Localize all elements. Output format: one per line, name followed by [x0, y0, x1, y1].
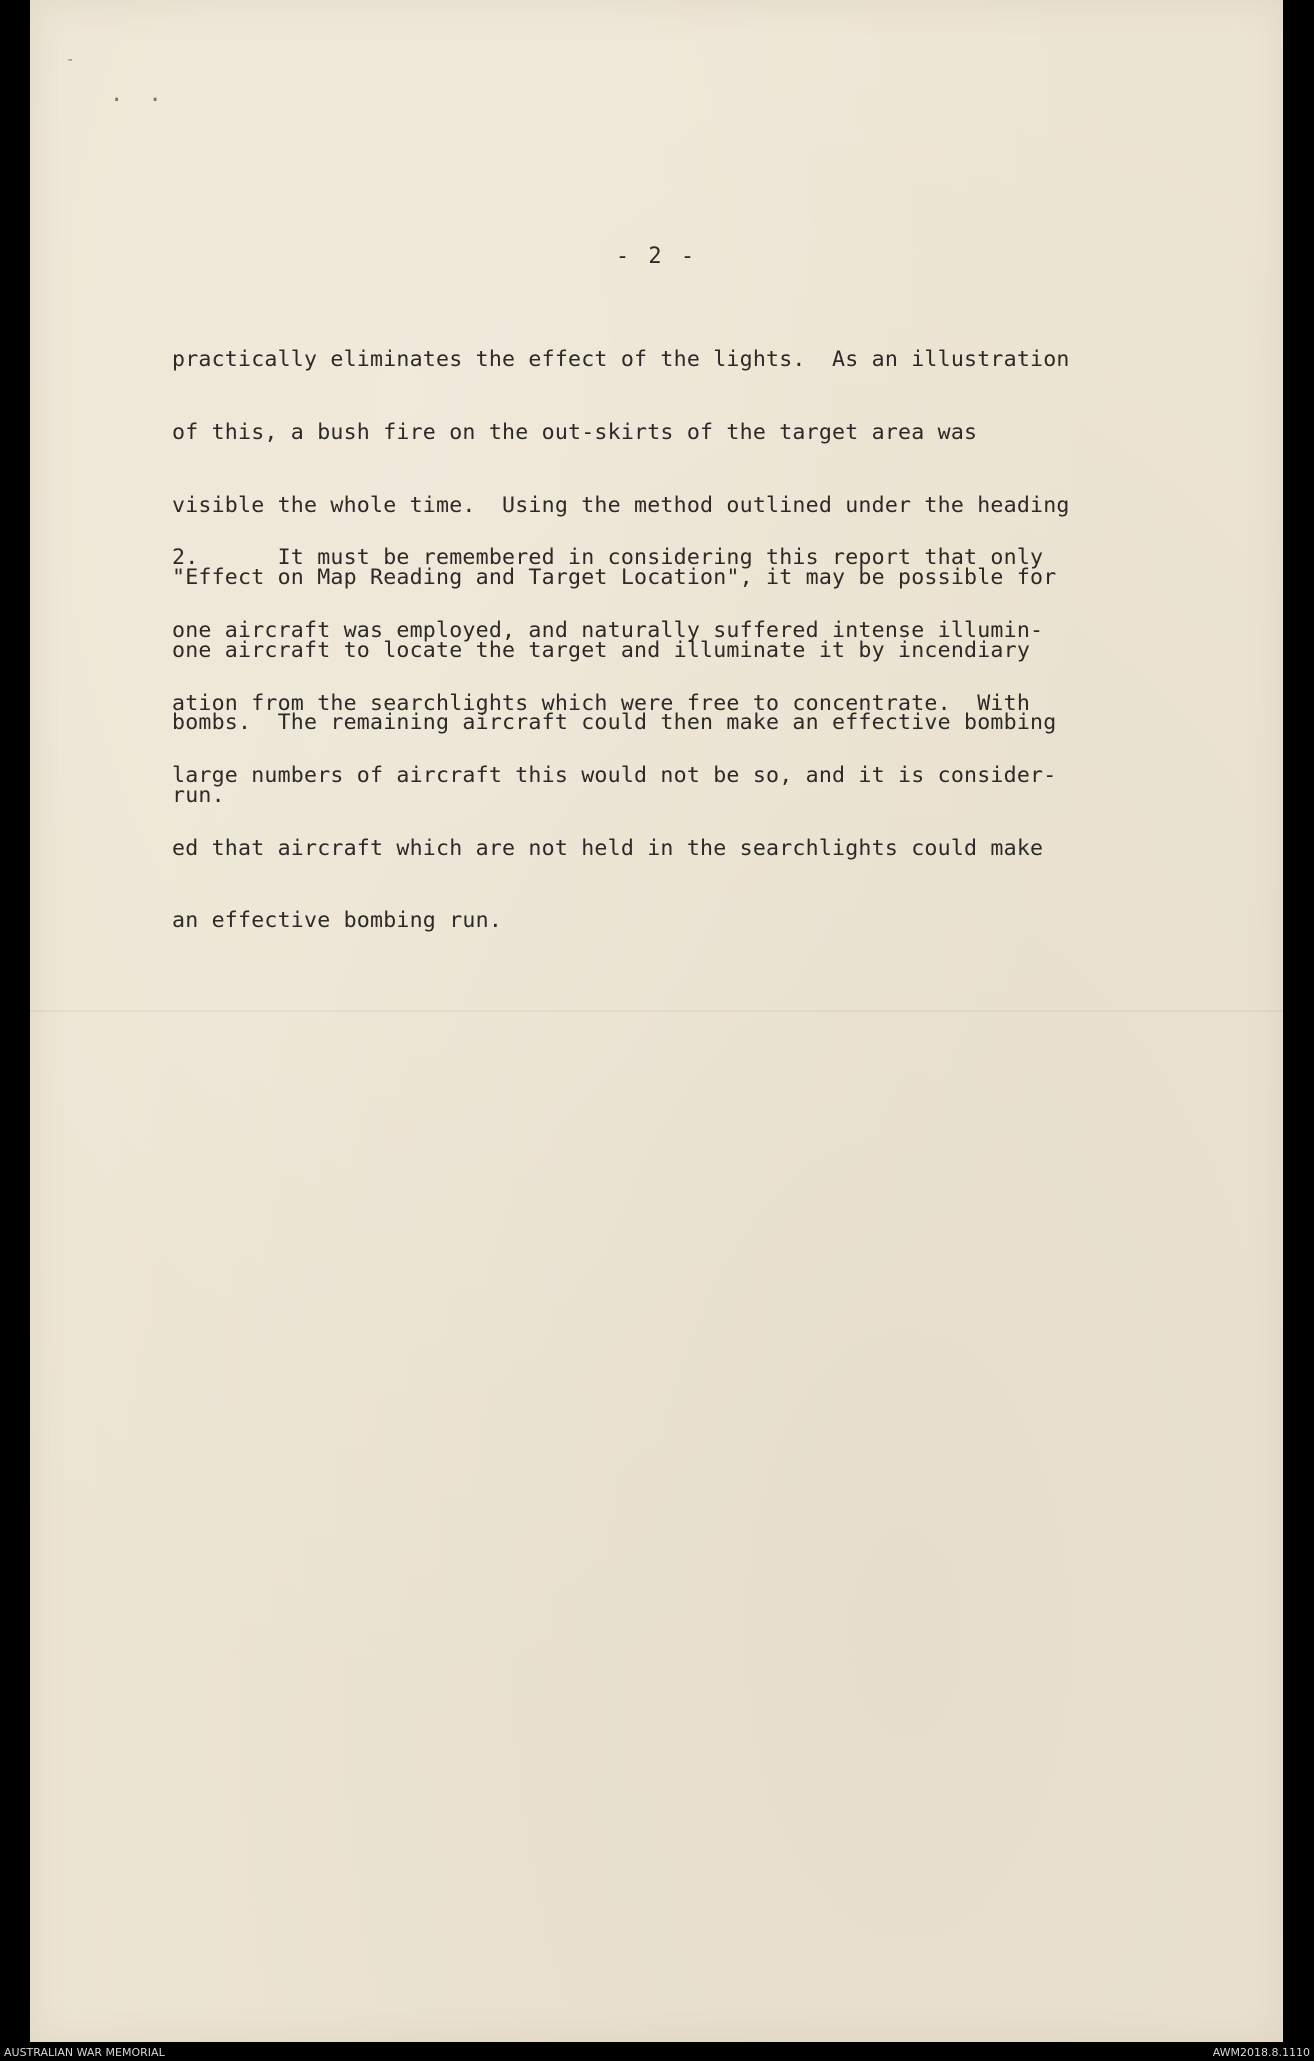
text-line: run.	[172, 783, 225, 809]
text-line: large numbers of aircraft this would not be so, and it is consider-	[172, 763, 1057, 789]
text-line: one aircraft was employed, and naturally suffered intense illumin-	[172, 618, 1044, 644]
document-page	[30, 0, 1283, 2042]
text-line: of this, a bush fire on the out-skirts of the target area was	[172, 420, 978, 446]
text-line: practically eliminates the effect of the lights. As an illustration	[172, 347, 1070, 373]
archive-footer	[0, 2044, 1314, 2061]
page-number: - 2 -	[615, 244, 698, 269]
text-line: 2. It must be remembered in considering this report that only	[172, 545, 1044, 571]
text-line: ed that aircraft which are not held in the searchlights could make	[172, 835, 1044, 861]
footer-institution: AUSTRALIAN WAR MEMORIAL	[4, 2046, 165, 2059]
paper-fold-line	[30, 1010, 1283, 1012]
text-line: "Effect on Map Reading and Target Location", it may be possible for	[172, 565, 1057, 591]
footer-accession-number: AWM2018.8.1110	[1212, 2046, 1310, 2059]
text-line: visible the whole time. Using the method outlined under the heading	[172, 492, 1070, 518]
text-line: an effective bombing run.	[172, 908, 503, 934]
paper-speck-mark: -	[66, 52, 81, 68]
punch-hole-mark: · ·	[110, 88, 168, 113]
text-line: bombs. The remaining aircraft could then make an effective bombing	[172, 710, 1057, 736]
text-line: one aircraft to locate the target and illuminate it by incendiary	[172, 637, 1031, 663]
text-line: ation from the searchlights which were free to concentrate. With	[172, 690, 1031, 716]
paragraph-2	[172, 498, 1192, 982]
